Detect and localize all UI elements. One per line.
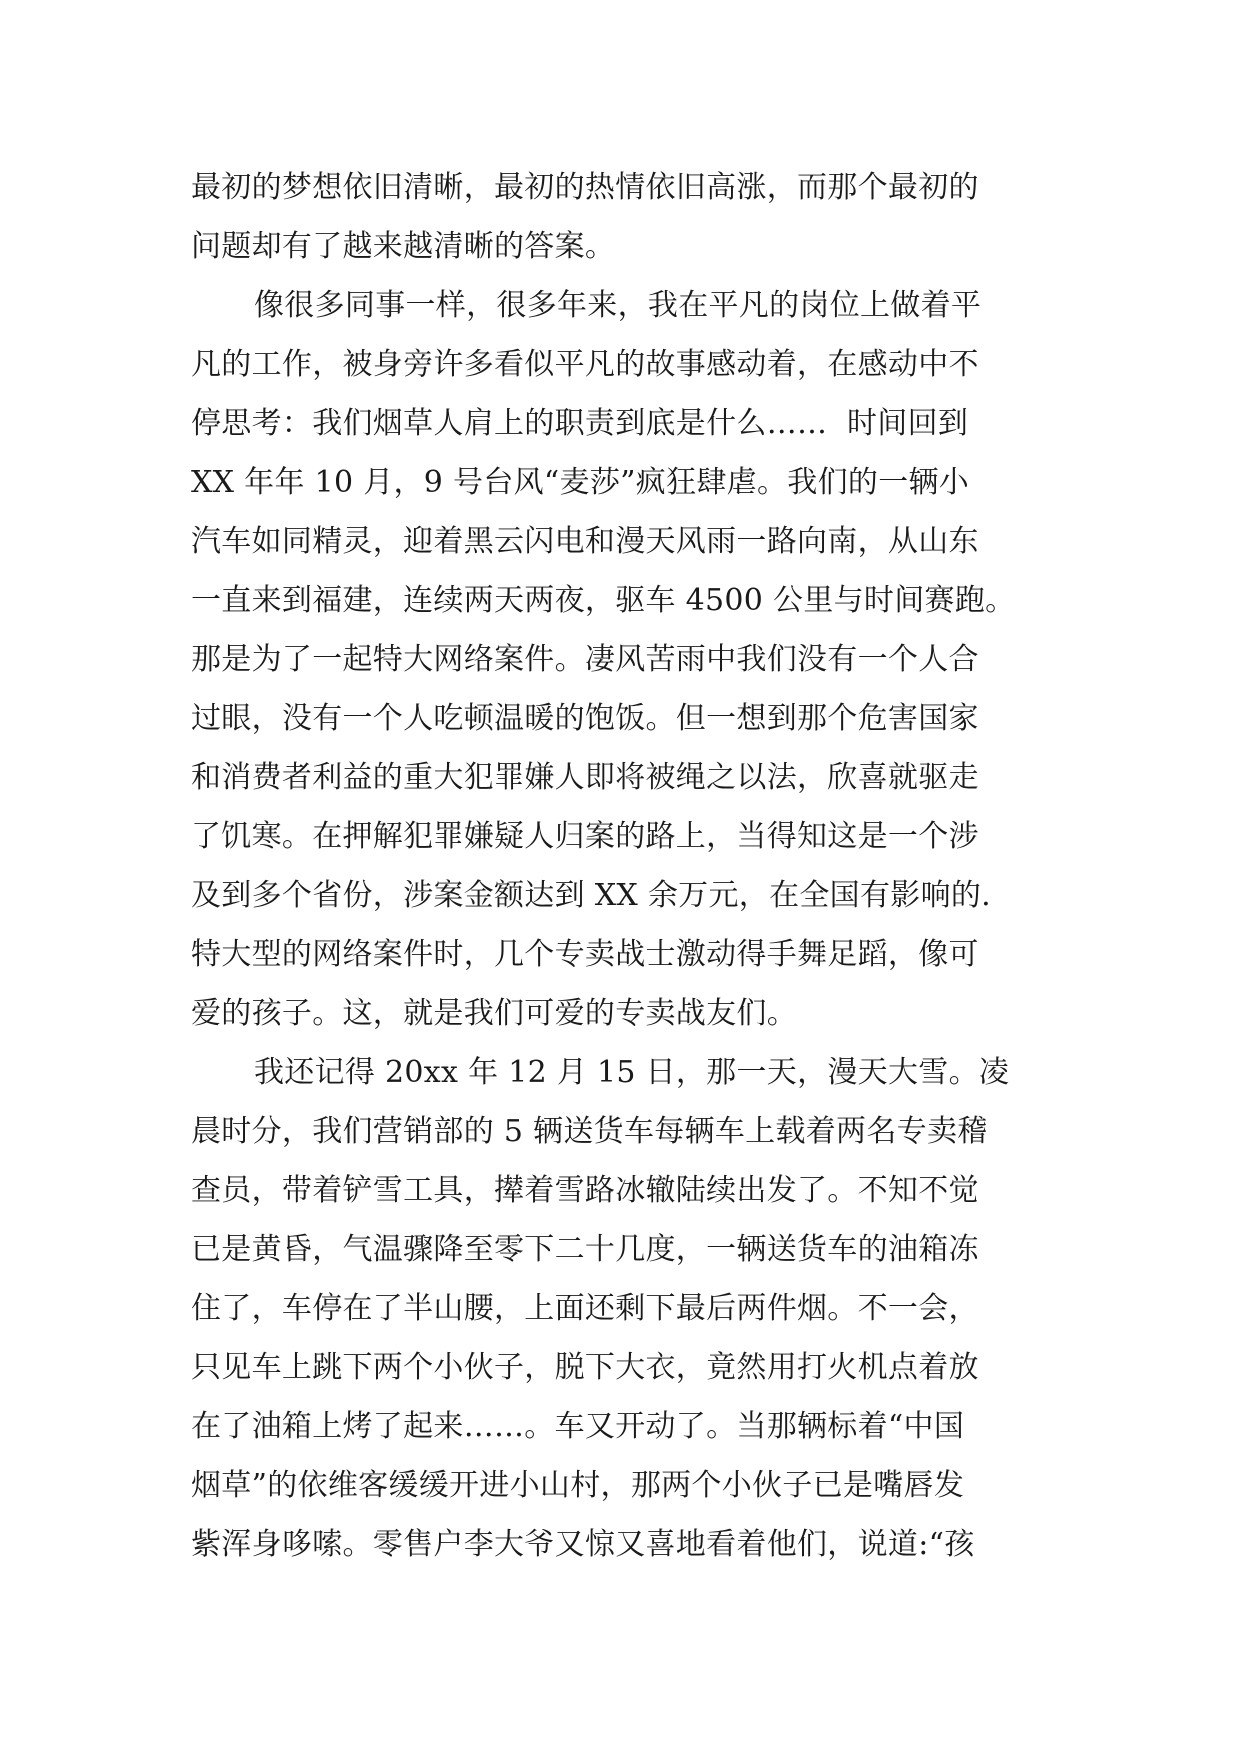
paragraph (191, 276, 1051, 1043)
text-line: XX 年年 10 月，9 号台风“麦莎”疯狂肆虐。我们的一辆小 (191, 465, 970, 500)
paragraph (191, 1043, 1051, 1574)
text-line: 查员，带着铲雪工具，撵着雪路冰辙陆续出发了。不知不觉 (191, 1173, 979, 1208)
text-line: 晨时分，我们营销部的 5 辆送货车每辆车上载着两名专卖稽 (191, 1114, 988, 1149)
text-line: 特大型的网络案件时，几个专卖战士激动得手舞足蹈，像可 (191, 937, 979, 972)
text-line: 最初的梦想依旧清晰，最初的热情依旧高涨，而那个最初的 (191, 170, 979, 205)
text-line: 问题却有了越来越清晰的答案。 (191, 229, 616, 264)
paragraph (191, 158, 1051, 276)
text-line: 那是为了一起特大网络案件。凄风苦雨中我们没有一个人合 (191, 642, 979, 677)
text-line: 紫浑身哆嗦。零售户李大爷又惊又喜地看着他们，说道:“孩 (191, 1527, 975, 1562)
document-body (191, 158, 1051, 1574)
text-line: 凡的工作，被身旁许多看似平凡的故事感动着，在感动中不 (191, 347, 979, 382)
text-line: 停思考：我们烟草人肩上的职责到底是什么…… 时间回到 (191, 406, 969, 441)
text-line: 和消费者利益的重大犯罪嫌人即将被绳之以法，欣喜就驱走 (191, 760, 979, 795)
text-line: 我还记得 20xx 年 12 月 15 日，那一天，漫天大雪。凌 (254, 1055, 1010, 1090)
text-line: 只见车上跳下两个小伙子，脱下大衣，竟然用打火机点着放 (191, 1350, 979, 1385)
text-line: 像很多同事一样，很多年来，我在平凡的岗位上做着平 (254, 288, 982, 323)
text-line: 住了，车停在了半山腰，上面还剩下最后两件烟。不一会， (191, 1291, 979, 1326)
text-line: 过眼，没有一个人吃顿温暖的饱饭。但一想到那个危害国家 (191, 701, 979, 736)
text-line: 爱的孩子。这，就是我们可爱的专卖战友们。 (191, 996, 797, 1031)
text-line: 在了油箱上烤了起来……。车又开动了。当那辆标着“中国 (191, 1409, 965, 1444)
text-line: 一直来到福建，连续两天两夜，驱车 4500 公里与时间赛跑。 (191, 583, 1016, 618)
text-line: 了饥寒。在押解犯罪嫌疑人归案的路上，当得知这是一个涉 (191, 819, 979, 854)
text-line: 及到多个省份，涉案金额达到 XX 余万元，在全国有影响的. (191, 878, 992, 913)
text-line: 已是黄昏，气温骤降至零下二十几度，一辆送货车的油箱冻 (191, 1232, 979, 1267)
text-line: 烟草”的依维客缓缓开进小山村，那两个小伙子已是嘴唇发 (191, 1468, 965, 1503)
text-line: 汽车如同精灵，迎着黑云闪电和漫天风雨一路向南，从山东 (191, 524, 979, 559)
